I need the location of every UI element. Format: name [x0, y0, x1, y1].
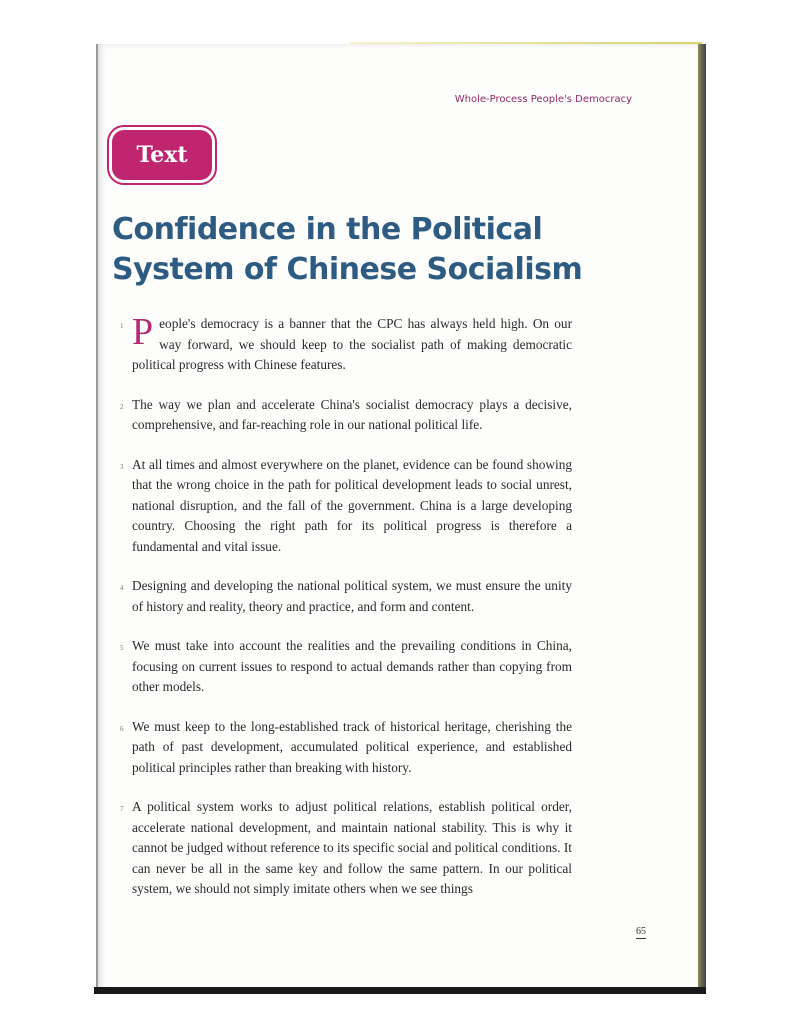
paragraph: [120, 636, 572, 698]
paragraph: [120, 311, 572, 376]
paragraph-number: 5: [120, 644, 124, 652]
paragraph-text: The way we plan and accelerate China's socialist democracy plays a decisive, comprehensive, and far-reaching role in our national political life.: [132, 396, 572, 432]
paragraph: [120, 395, 572, 436]
paragraph: [120, 717, 572, 779]
paragraph-text: A political system works to adjust political relations, establish political order, accelerate national development, and maintain national stability. This is why it cannot be judged without reference to its specific social and political conditions. It can never be all in the same key and follow the same pattern. In our political system, we should not simply imitate others when we see things: [132, 799, 572, 896]
article-title: Confidence in the Political System of Chinese Socialism: [112, 212, 583, 287]
article-body: [120, 311, 572, 919]
section-badge: [112, 130, 212, 180]
paragraph-number: 3: [120, 462, 124, 471]
paragraph-number: 4: [120, 584, 124, 592]
paragraph-text: eople's democracy is a banner that the CPC has always held high. On our way forward, we should keep to the socialist path of making democratic political progress with Chinese features.: [132, 316, 572, 372]
book-page: [96, 44, 698, 992]
paragraph-text: Designing and developing the national political system, we must ensure the unity of history and reality, theory and practice, and form and content.: [132, 578, 572, 614]
paragraph: [120, 797, 572, 900]
page-bottom-edge: [94, 987, 706, 994]
paragraph: [120, 455, 572, 558]
paragraph-text: We must keep to the long-established track of historical heritage, cherishing the path of past development, accumulated political experience, and established political principles rather than breaking with history.: [132, 718, 572, 775]
page-number: 65: [636, 926, 646, 937]
paragraph-number: 1: [120, 322, 124, 330]
paragraph-number: 7: [120, 805, 124, 813]
running-head: Whole-Process People's Democracy: [454, 94, 632, 105]
drop-cap: P: [132, 311, 154, 353]
paragraph-number: 6: [120, 724, 124, 733]
paragraph-number: 2: [120, 402, 124, 411]
paragraph: [120, 576, 572, 617]
paragraph-text: At all times and almost everywhere on the planet, evidence can be found showing that the wrong choice in the path for political development leads to social unrest, national disruption, and the fall of the government. China is a large developing country. Choosing the right path for its political progress is therefore a fundamental and vital issue.: [132, 456, 572, 554]
paragraph-text: We must take into account the realities and the prevailing conditions in China, focusing on current issues to respond to actual demands rather than copying from other models.: [132, 638, 572, 694]
section-badge-label: Text: [136, 142, 188, 168]
